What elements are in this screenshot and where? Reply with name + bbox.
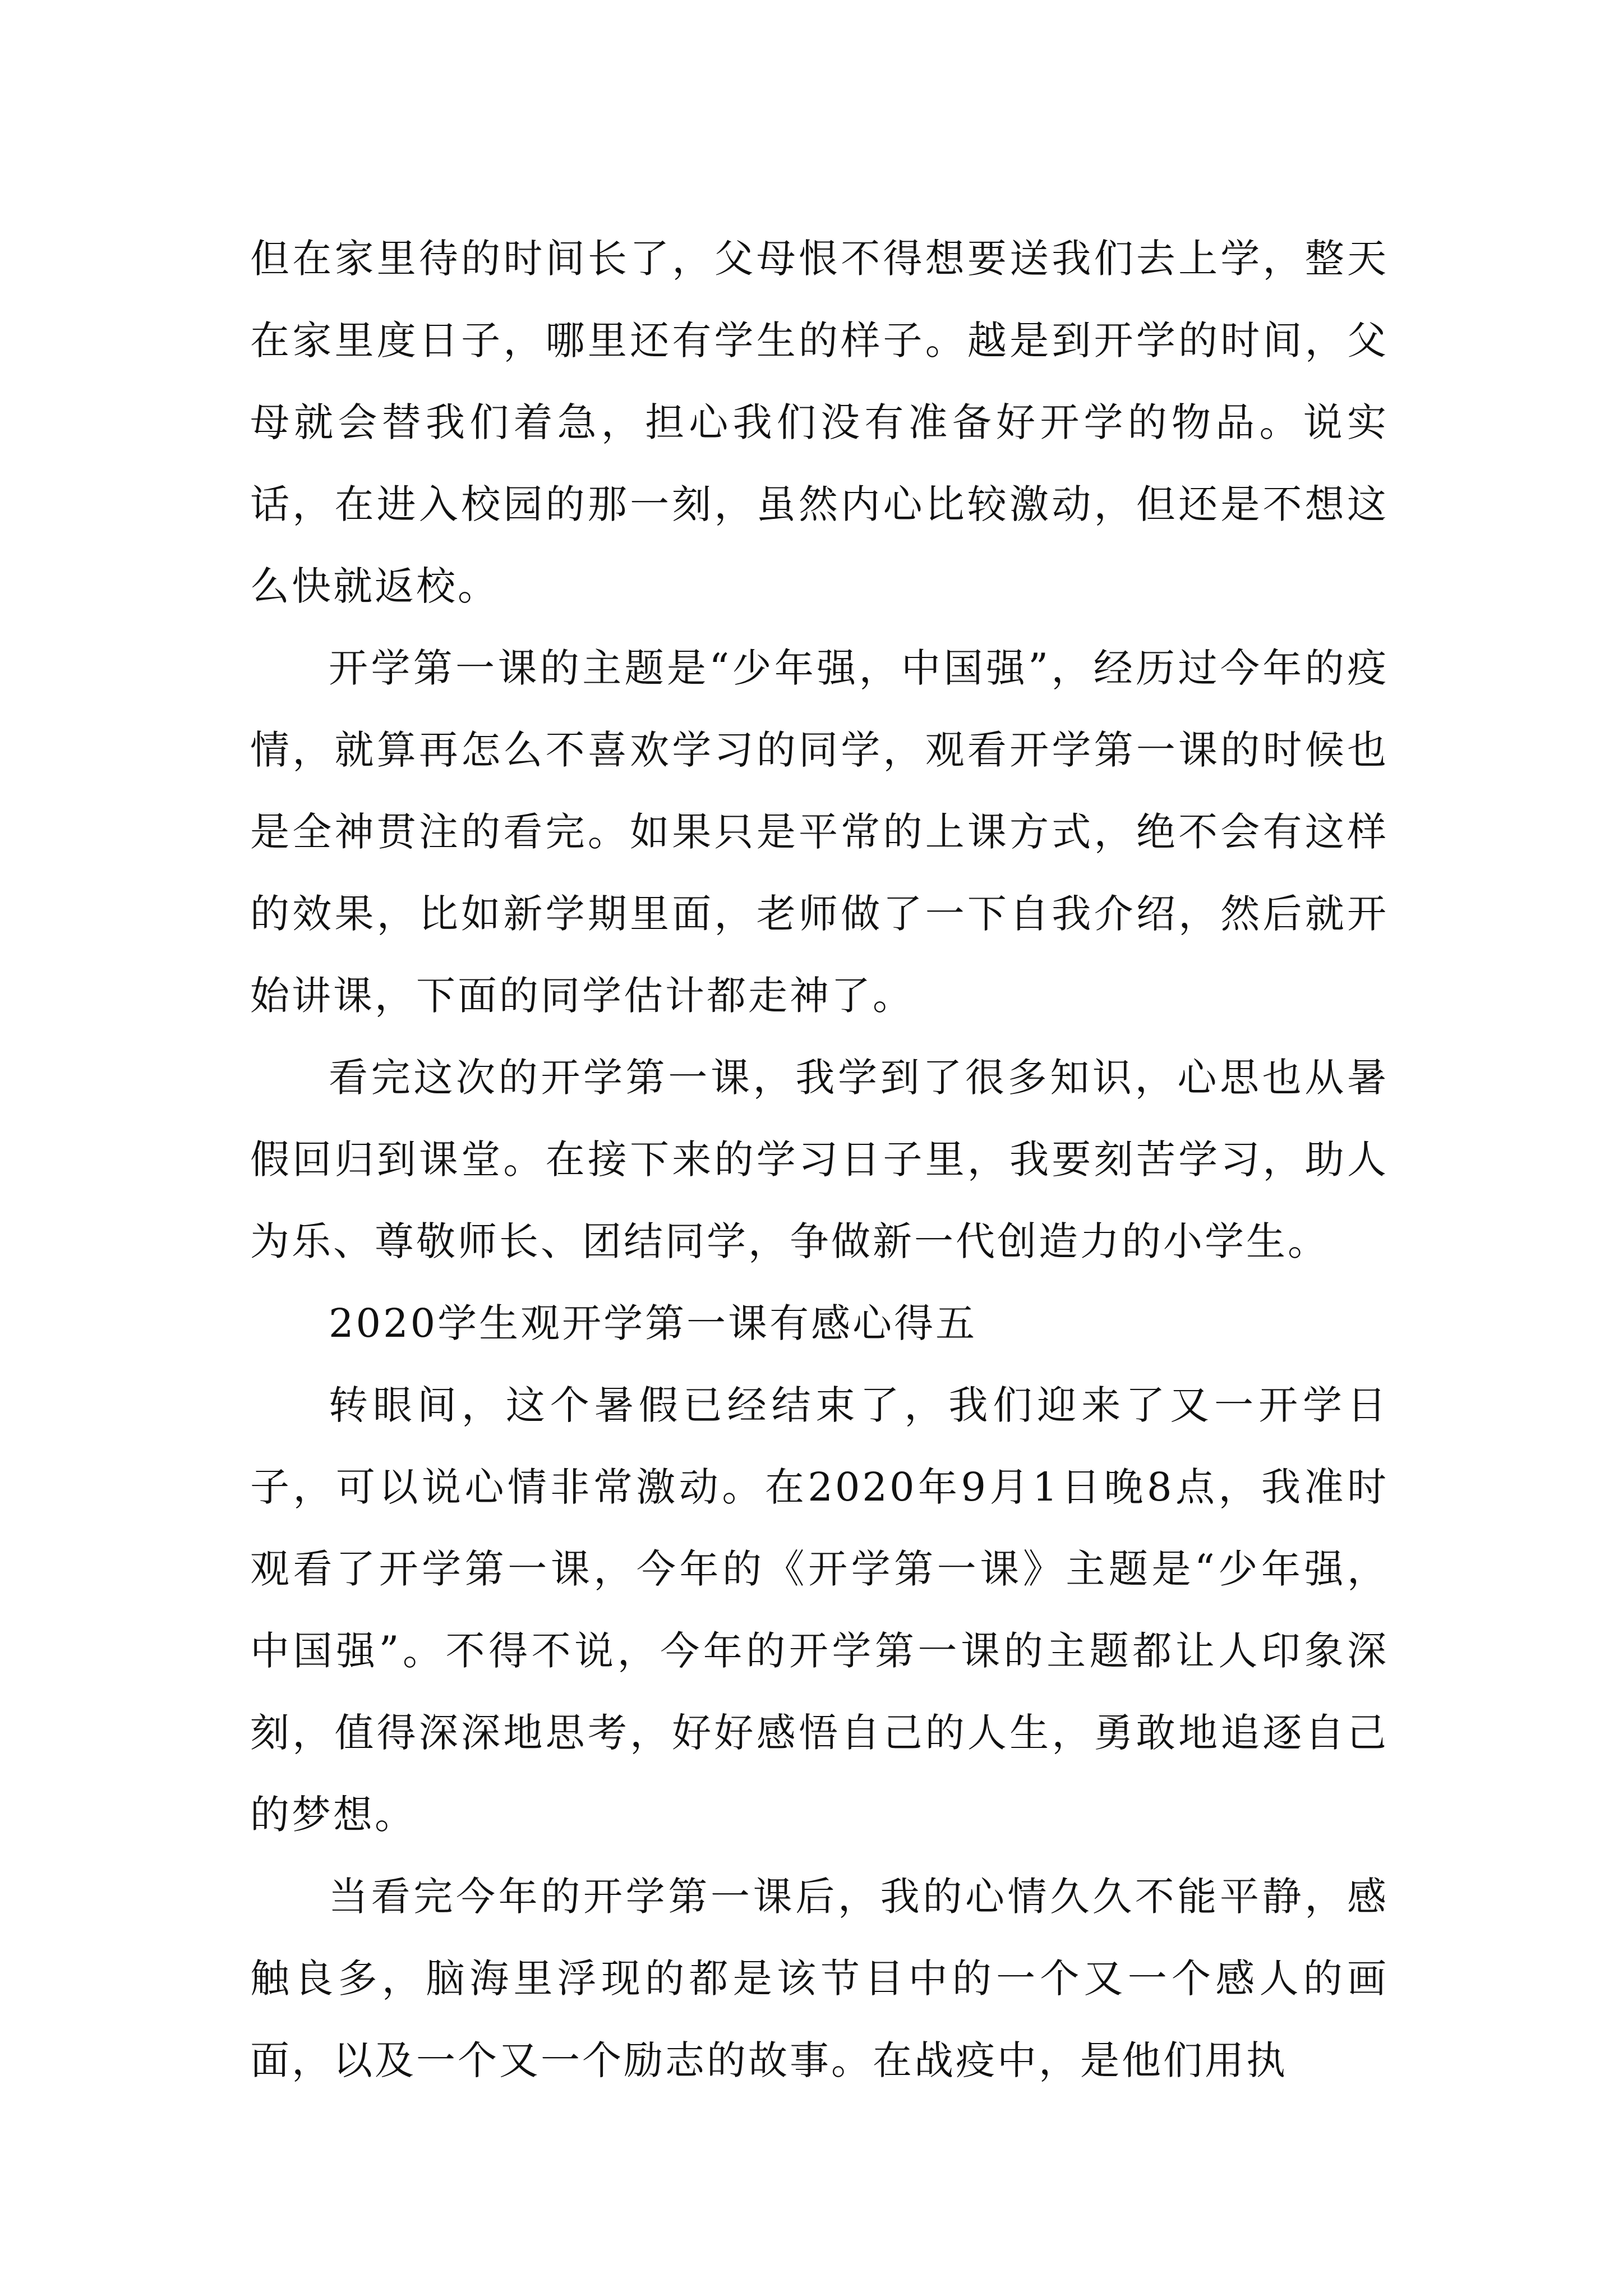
section-heading: 2020学生观开学第一课有感心得五 xyxy=(329,1300,978,1346)
paragraph-1: 但在家里待的时间长了，父母恨不得想要送我们去上学，整天在家里度日子，哪里还有学生的样子。越是到开学的时间，父母就会替我们着急，担心我们没有准备好开学的物品。说实话，在进入校园的那一刻，虽然内心比较激动，但还是不想这么快就返校。 xyxy=(250,236,1389,609)
paragraph-4: 转眼间，这个暑假已经结束了，我们迎来了又一开学日子，可以说心情非常激动。在2020年9月1日晚8点，我准时观看了开学第一课，今年的《开学第一课》主题是“少年强，中国强”。不得不说，今年的开学第一课的主题都让人印象深刻，值得深深地思考，好好感悟自己的人生，勇敢地追逐自己的梦想。 xyxy=(250,1382,1389,1838)
paragraph-5: 当看完今年的开学第一课后，我的心情久久不能平静，感触良多，脑海里浮现的都是该节目中的一个又一个感人的画面，以及一个又一个励志的故事。在战疫中，是他们用执 xyxy=(250,1874,1389,2083)
paragraph-2: 开学第一课的主题是“少年强，中国强”，经历过今年的疫情，就算再怎么不喜欢学习的同学，观看开学第一课的时候也是全神贯注的看完。如果只是平常的上课方式，绝不会有这样的效果，比如新学期里面，老师做了一下自我介绍，然后就开始讲课，下面的同学估计都走神了。 xyxy=(250,645,1389,1019)
paragraph-3: 看完这次的开学第一课，我学到了很多知识，心思也从暑假回归到课堂。在接下来的学习日子里，我要刻苦学习，助人为乐、尊敬师长、团结同学，争做新一代创造力的小学生。 xyxy=(250,1055,1389,1264)
document-body xyxy=(250,218,1389,2101)
